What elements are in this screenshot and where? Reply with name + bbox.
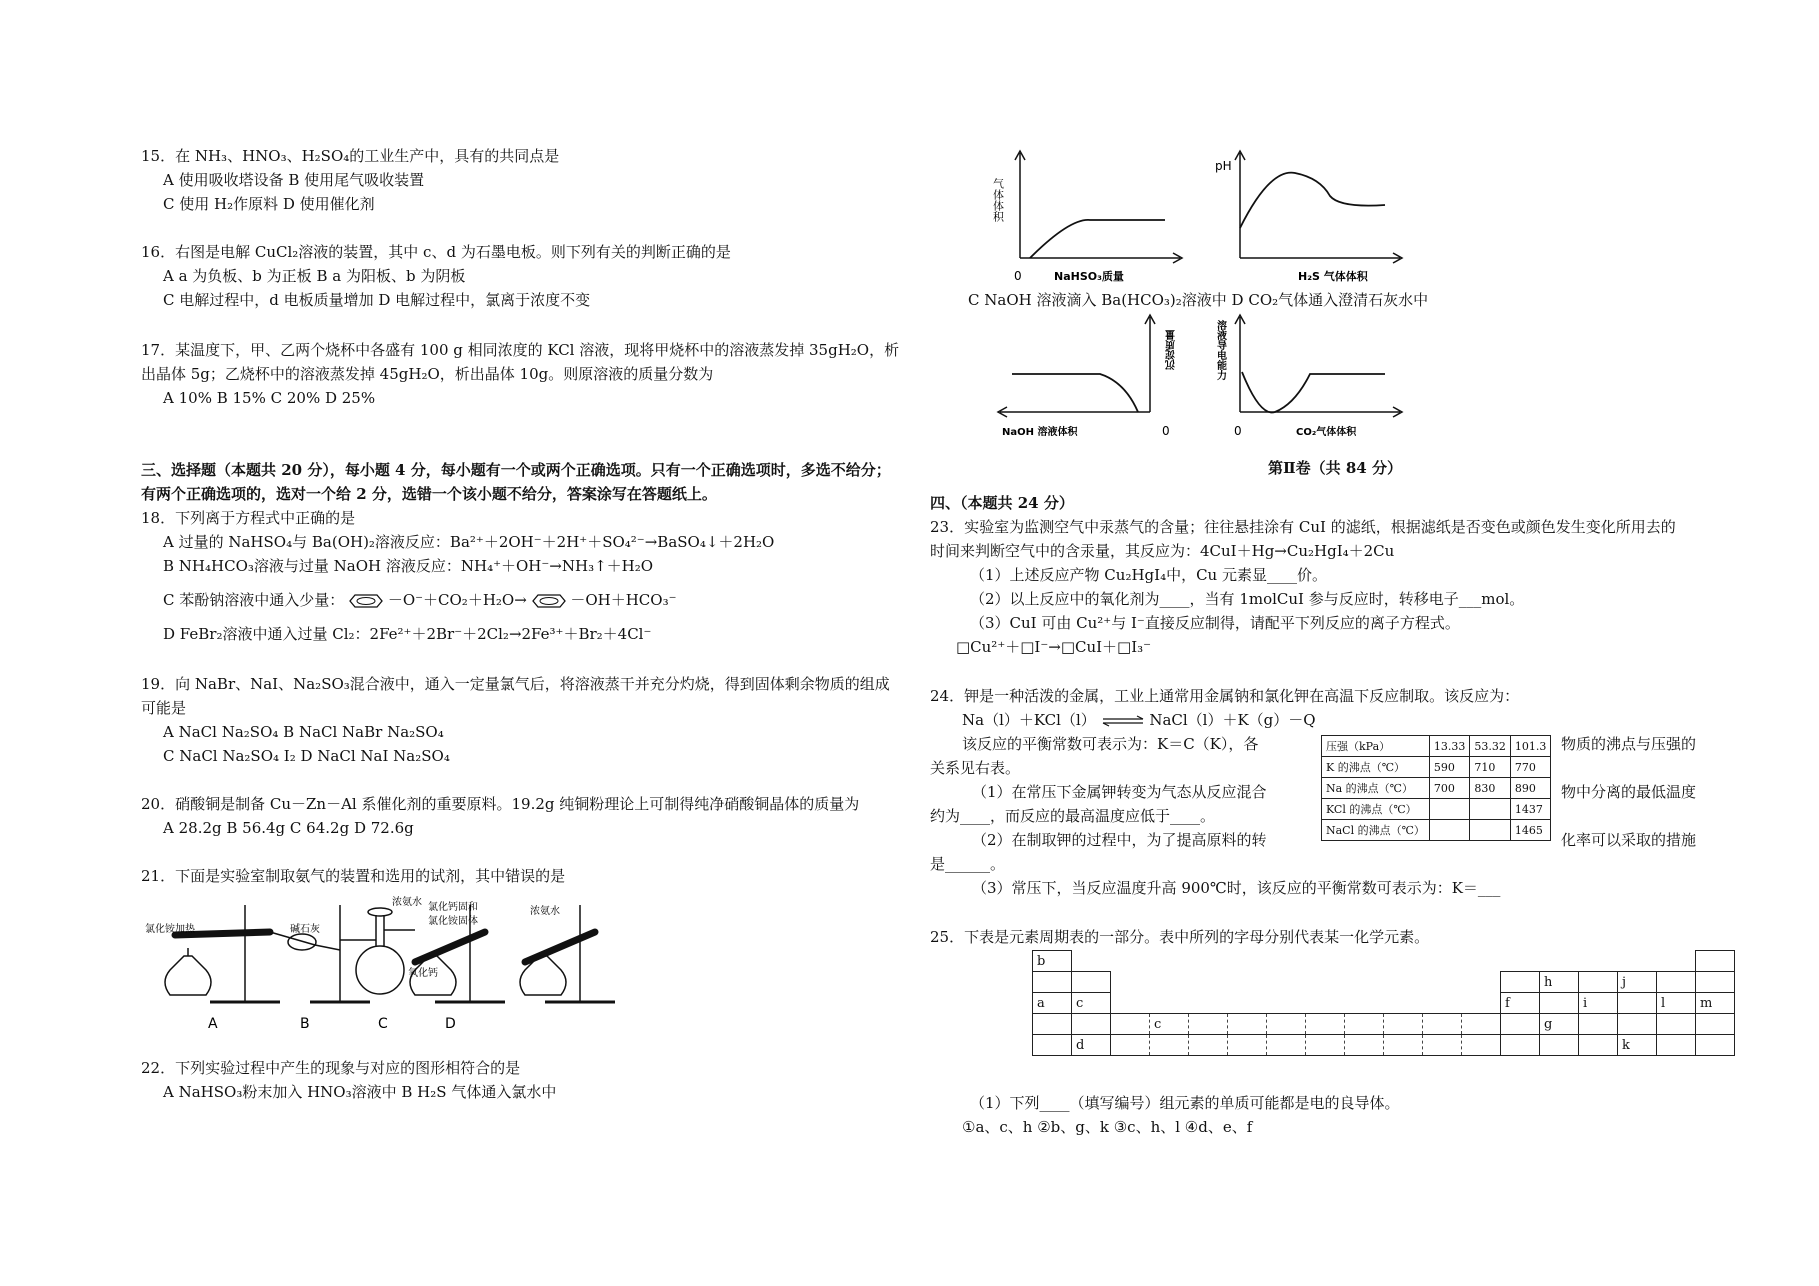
table-cell: KCl 的沸点（℃） bbox=[1322, 799, 1430, 820]
q24-reaction-left: Na（l）＋KCl（l） bbox=[962, 711, 1096, 729]
q21-letter-d: D bbox=[445, 1016, 456, 1030]
table-cell bbox=[1501, 972, 1540, 993]
benzene-ring-icon bbox=[349, 594, 383, 608]
table-cell: h bbox=[1540, 972, 1579, 993]
table-cell bbox=[1072, 1014, 1111, 1035]
table-row bbox=[1033, 972, 1735, 993]
q22-graph-conductivity bbox=[1200, 312, 1410, 442]
table-cell: 13.33 bbox=[1429, 736, 1470, 757]
table-cell: d bbox=[1072, 1035, 1111, 1056]
section3-heading-line1: 三、选择题（本题共 20 分），每小题 4 分，每小题有一个或两个正确选项。只有一个正确选项时，多选不给分； bbox=[141, 461, 891, 479]
q23-equation: □Cu²⁺＋□I⁻→□CuI＋□I₃⁻ bbox=[956, 638, 1152, 656]
q25-options: ①a、c、h ②b、g、k ③c、h、l ④d、e、f bbox=[962, 1118, 1253, 1136]
q17-options: A 10% B 15% C 20% D 25% bbox=[163, 389, 376, 407]
table-cell: l bbox=[1657, 993, 1696, 1014]
q19-options-cd: C NaCl Na₂SO₄ I₂ D NaCl NaI Na₂SO₄ bbox=[163, 747, 450, 765]
table-cell bbox=[1618, 993, 1657, 1014]
table-cell bbox=[1657, 972, 1696, 993]
table-cell: c bbox=[1150, 1014, 1189, 1035]
table-cell bbox=[1072, 972, 1111, 993]
q24-line2-left: 关系见右表。 bbox=[930, 759, 1021, 777]
table-cell: 压强（kPa） bbox=[1322, 736, 1430, 757]
table-cell: 770 bbox=[1510, 757, 1551, 778]
table-cell: f bbox=[1501, 993, 1540, 1014]
q18-option-a: A 过量的 NaHSO₄与 Ba(OH)₂溶液反应：Ba²⁺＋2OH⁻＋2H⁺＋SO₄²⁻→BaSO₄↓＋2H₂O bbox=[163, 533, 775, 551]
q22-graph3-ylabel: 沉淀质量 bbox=[1166, 330, 1178, 370]
q21-label-conc-ammonia-d: 浓氨水 bbox=[530, 906, 560, 917]
q20-stem: 20．硝酸铜是制备 Cu－Zn－Al 系催化剂的重要原料。19.2g 纯铜粉理论上可制得纯净硝酸铜晶体的质量为 bbox=[141, 795, 860, 813]
table-cell: NaCl 的沸点（℃） bbox=[1322, 820, 1430, 841]
q22-graph4-xlabel: CO₂气体体积 bbox=[1296, 427, 1357, 438]
q18-option-c bbox=[163, 590, 677, 610]
q18-option-b: B NH₄HCO₃溶液与过量 NaOH 溶液反应：NH₄⁺＋OH⁻→NH₃↑＋H₂O bbox=[163, 557, 654, 575]
table-cell: 700 bbox=[1429, 778, 1470, 799]
table-cell: 1465 bbox=[1510, 820, 1551, 841]
table-cell: b bbox=[1033, 951, 1072, 972]
table-cell bbox=[1033, 1035, 1072, 1056]
table-row bbox=[1322, 736, 1551, 757]
q22-options-cd: C NaOH 溶液滴入 Ba(HCO₃)₂溶液中 D CO₂气体通入澄清石灰水中 bbox=[968, 291, 1429, 309]
table-cell: 710 bbox=[1470, 757, 1511, 778]
table-row bbox=[1033, 951, 1735, 972]
q24-line3-left: （1）在常压下金属钾转变为气态从反应混合 bbox=[972, 783, 1267, 801]
q18-option-c-suffix: －OH＋HCO₃⁻ bbox=[570, 591, 677, 609]
table-cell: k bbox=[1618, 1035, 1657, 1056]
q22-graph1-ylabel: 气体体积 bbox=[991, 178, 1005, 222]
table-cell: g bbox=[1540, 1014, 1579, 1035]
table-cell: 590 bbox=[1429, 757, 1470, 778]
q22-graph3-xlabel: NaOH 溶液体积 bbox=[1002, 427, 1078, 438]
table-cell: 53.32 bbox=[1470, 736, 1511, 757]
boiling-point-table bbox=[1321, 735, 1551, 841]
q24-part3: （3）常压下，当反应温度升高 900℃时，该反应的平衡常数可表示为：K＝___ bbox=[972, 879, 1501, 897]
table-row bbox=[1322, 820, 1551, 841]
periodic-table-fragment bbox=[1032, 950, 1735, 1056]
q25-stem: 25．下表是元素周期表的一部分。表中所列的字母分别代表某一化学元素。 bbox=[930, 928, 1430, 946]
table-cell bbox=[1696, 1014, 1735, 1035]
q21-label-calcium-oxide: 氧化钙 bbox=[408, 968, 438, 979]
benzene-ring-icon bbox=[532, 594, 566, 608]
table-row bbox=[1322, 799, 1551, 820]
q16-options-ab: A a 为负板、b 为正板 B a 为阳板、b 为阴板 bbox=[163, 267, 466, 285]
equilibrium-arrow-icon bbox=[1101, 715, 1145, 727]
table-cell bbox=[1579, 1035, 1618, 1056]
q24-stem: 24．钾是一种活泼的金属，工业上通常用金属钠和氯化钾在高温下反应制取。该反应为： bbox=[930, 687, 1520, 705]
table-cell bbox=[1657, 1014, 1696, 1035]
q24-line5-left: （2）在制取钾的过程中，为了提高原料的转 bbox=[972, 831, 1267, 849]
q18-stem: 18．下列离于方程式中正确的是 bbox=[141, 509, 356, 527]
q21-label-calcium-chloride: 氯化钙固和 bbox=[428, 902, 478, 913]
q24-line4-left: 约为____，而反应的最高温度应低于____。 bbox=[930, 807, 1216, 825]
table-cell bbox=[1470, 820, 1511, 841]
table-cell: m bbox=[1696, 993, 1735, 1014]
table-cell bbox=[1111, 1014, 1150, 1035]
q24-line5-right: 化率可以采取的措施 bbox=[1561, 831, 1697, 849]
q22-graph1-xlabel: NaHSO₃质量 bbox=[1054, 270, 1124, 283]
q18-option-c-middle: －O⁻＋CO₂＋H₂O→ bbox=[387, 591, 527, 609]
q16-stem: 16．右图是电解 CuCl₂溶液的装置，其中 c、d 为石墨电板。则下列有关的判断正确的是 bbox=[141, 243, 731, 261]
table-cell: 1437 bbox=[1510, 799, 1551, 820]
q22-stem: 22．下列实验过程中产生的现象与对应的图形相符合的是 bbox=[141, 1059, 521, 1077]
q22-graph4-ylabel: 溶液导电能力 bbox=[1214, 320, 1226, 380]
table-row bbox=[1033, 1014, 1735, 1035]
q21-letter-b: B bbox=[300, 1016, 310, 1030]
q22-graph1-origin: 0 bbox=[1014, 269, 1022, 283]
table-cell bbox=[1540, 1035, 1579, 1056]
q18-option-d: D FeBr₂溶液中通入过量 Cl₂：2Fe²⁺＋2Br⁻＋2Cl₂→2Fe³⁺＋Br₂＋4Cl⁻ bbox=[163, 625, 652, 643]
q19-stem-line2: 可能是 bbox=[141, 699, 187, 717]
q18-option-c-prefix: C 苯酚钠溶液中通入少量： bbox=[163, 591, 345, 609]
q25-part1: （1）下列____（填写编号）组元素的单质可能都是电的良导体。 bbox=[970, 1094, 1400, 1112]
q24-line1-right: 物质的沸点与压强的 bbox=[1561, 735, 1697, 753]
table-row bbox=[1033, 1035, 1735, 1056]
q19-stem-line1: 19．向 NaBr、NaI、Na₂SO₃混合液中，通入一定量氯气后，将溶液蒸干并充分灼烧，得到固体剩余物质的组成 bbox=[141, 675, 890, 693]
q21-letter-a: A bbox=[208, 1016, 218, 1030]
q23-part3: （3）CuI 可由 Cu²⁺与 I⁻直接反应制得，请配平下列反应的离子方程式。 bbox=[970, 614, 1460, 632]
table-cell bbox=[1618, 1014, 1657, 1035]
q23-stem-line2: 时间来判断空气中的含汞量，其反应为：4CuI＋Hg→Cu₂HgI₄＋2Cu bbox=[930, 542, 1395, 560]
table-cell: c bbox=[1072, 993, 1111, 1014]
table-cell bbox=[1033, 972, 1072, 993]
table-cell: 890 bbox=[1510, 778, 1551, 799]
table-cell bbox=[1657, 1035, 1696, 1056]
q22-graph2-xlabel: H₂S 气体体积 bbox=[1298, 270, 1368, 283]
q21-label-conc-ammonia-b: 浓氨水 bbox=[392, 897, 422, 908]
q17-stem-line2: 出晶体 5g；乙烧杯中的溶液蒸发掉 45gH₂O，析出晶体 10g。则原溶液的质量分数为 bbox=[141, 365, 714, 383]
table-cell bbox=[1501, 1035, 1540, 1056]
q21-label-soda-lime: 碱石灰 bbox=[290, 924, 320, 935]
table-cell: a bbox=[1033, 993, 1072, 1014]
table-cell bbox=[1501, 1014, 1540, 1035]
table-cell: Na 的沸点（℃） bbox=[1322, 778, 1430, 799]
q23-part2: （2）以上反应中的氧化剂为____，当有 1molCuI 参与反应时，转移电子___mol。 bbox=[970, 590, 1525, 608]
q24-reaction-right: NaCl（l）＋K（g）－Q bbox=[1149, 711, 1316, 729]
q22-options-ab: A NaHSO₃粉末加入 HNO₃溶液中 B H₂S 气体通入氯水中 bbox=[163, 1083, 557, 1101]
table-cell bbox=[1540, 993, 1579, 1014]
q21-stem: 21．下面是实验室制取氨气的装置和选用的试剂，其中错误的是 bbox=[141, 867, 566, 885]
table-cell bbox=[1696, 972, 1735, 993]
q24-line3-right: 物中分离的最低温度 bbox=[1561, 783, 1697, 801]
table-cell: j bbox=[1618, 972, 1657, 993]
table-cell bbox=[1033, 1014, 1072, 1035]
q21-apparatus-figure bbox=[140, 890, 660, 1030]
q21-letter-c: C bbox=[378, 1016, 388, 1030]
table-row bbox=[1322, 778, 1551, 799]
q15-options-cd: C 使用 H₂作原料 D 使用催化剂 bbox=[163, 195, 375, 213]
q20-options: A 28.2g B 56.4g C 64.2g D 72.6g bbox=[163, 819, 414, 837]
q22-graph2-ylabel: pH bbox=[1215, 159, 1232, 173]
q24-line6-left: 是______。 bbox=[930, 855, 1006, 873]
table-cell bbox=[1429, 820, 1470, 841]
q15-stem: 15．在 NH₃、HNO₃、H₂SO₄的工业生产中，具有的共同点是 bbox=[141, 147, 560, 165]
table-cell: 830 bbox=[1470, 778, 1511, 799]
table-cell bbox=[1579, 972, 1618, 993]
q23-stem-line1: 23．实验室为监测空气中汞蒸气的含量；往往悬挂涂有 CuI 的滤纸，根据滤纸是否变色或颜色发生变化所用去的 bbox=[930, 518, 1676, 536]
table-cell: i bbox=[1579, 993, 1618, 1014]
table-cell bbox=[1470, 799, 1511, 820]
q22-graph-gas-volume bbox=[990, 148, 1190, 288]
q24-reaction bbox=[962, 710, 1316, 730]
table-cell bbox=[1696, 1035, 1735, 1056]
q21-label-ammonium-chloride-heat: 氯化铵加热 bbox=[145, 924, 195, 935]
table-cell: 101.3 bbox=[1510, 736, 1551, 757]
q21-label-ammonium-chloride-solid: 氯化铵固体 bbox=[428, 916, 478, 927]
table-row bbox=[1033, 993, 1735, 1014]
q22-graph4-origin: 0 bbox=[1234, 424, 1242, 438]
q23-part1: （1）上述反应产物 Cu₂HgI₄中，Cu 元素显____价。 bbox=[970, 566, 1327, 584]
table-cell: K 的沸点（℃） bbox=[1322, 757, 1430, 778]
q22-graph3-origin: 0 bbox=[1162, 424, 1170, 438]
table-cell bbox=[1429, 799, 1470, 820]
section4-heading: 四、（本题共 24 分） bbox=[930, 494, 1074, 512]
q22-graph-precipitate bbox=[990, 312, 1190, 442]
q17-stem-line1: 17．某温度下，甲、乙两个烧杯中各盛有 100 g 相同浓度的 KCl 溶液，现将甲烧杯中的溶液蒸发掉 35gH₂O，析 bbox=[141, 341, 900, 359]
table-row bbox=[1322, 757, 1551, 778]
q22-graph-ph bbox=[1200, 148, 1410, 288]
table-cell bbox=[1579, 1014, 1618, 1035]
section3-heading-line2: 有两个正确选项的，选对一个给 2 分，选错一个该小题不给分，答案涂写在答题纸上。 bbox=[141, 485, 717, 503]
part2-title: 第Ⅱ卷（共 84 分） bbox=[1268, 459, 1402, 477]
q15-options-ab: A 使用吸收塔设备 B 使用尾气吸收装置 bbox=[163, 171, 425, 189]
q24-line1-left: 该反应的平衡常数可表示为：K＝C（K），各 bbox=[962, 735, 1259, 753]
q19-options-ab: A NaCl Na₂SO₄ B NaCl NaBr Na₂SO₄ bbox=[163, 723, 444, 741]
table-cell bbox=[1696, 951, 1735, 972]
q16-options-cd: C 电解过程中，d 电板质量增加 D 电解过程中，氯离于浓度不变 bbox=[163, 291, 591, 309]
